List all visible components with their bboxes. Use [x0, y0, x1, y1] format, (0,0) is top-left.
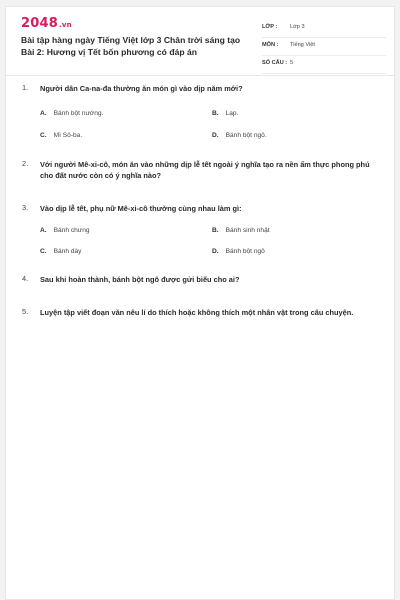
option-b[interactable] — [212, 227, 270, 234]
option-text: Bánh bột ngô — [225, 248, 265, 255]
option-letter: B. — [212, 110, 219, 117]
site-logo[interactable] — [21, 16, 72, 31]
option-c[interactable] — [40, 248, 81, 255]
option-text: Mì Sô-ba. — [53, 132, 83, 139]
option-text: Bánh bột nướng. — [53, 110, 104, 117]
option-letter: D. — [212, 248, 219, 255]
document-header — [6, 7, 394, 76]
meta-value: Tiếng Việt — [290, 42, 315, 48]
question-text: Vào dịp lễ tết, phụ nữ Mê-xi-cô thường cùng nhau làm gì: — [40, 204, 242, 213]
option-text: Bánh chưng — [53, 227, 90, 234]
logo-number: 2048 — [21, 16, 58, 31]
option-d[interactable] — [212, 248, 265, 255]
question-text: Luyện tập viết đoạn văn nêu lí do thích hoặc không thích một nhân vật trong câu chuyện. — [40, 308, 354, 317]
meta-label: SỐ CÂU : — [262, 60, 288, 66]
option-a[interactable] — [40, 110, 103, 117]
option-text: Bánh sinh nhật — [225, 227, 270, 234]
meta-value: Lớp 3 — [290, 24, 305, 30]
option-letter: C. — [40, 132, 47, 139]
question-number: 1. — [22, 83, 29, 92]
meta-row-subject — [262, 38, 386, 56]
option-a[interactable] — [40, 227, 90, 234]
option-letter: B. — [212, 227, 219, 234]
meta-row-class — [262, 20, 386, 38]
meta-label: MÔN : — [262, 42, 279, 48]
question-number: 3. — [22, 203, 29, 212]
logo-domain: .vn — [58, 21, 72, 29]
meta-row-question-count — [262, 56, 386, 74]
document-meta — [262, 20, 386, 74]
option-c[interactable] — [40, 132, 82, 139]
option-letter: C. — [40, 248, 47, 255]
question-number: 2. — [22, 159, 29, 168]
option-text: Bánh bột ngô. — [225, 132, 267, 139]
question-text: Với người Mê-xi-cô, món ăn vào những dịp lễ tết ngoài ý nghĩa tạo ra nền ẩm thực phong phú cho đất nước còn có ý nghĩa nào? — [40, 160, 370, 180]
question-number: 5. — [22, 307, 29, 316]
option-letter: D. — [212, 132, 219, 139]
document-title: Bài tập hàng ngày Tiếng Việt lớp 3 Chân trời sáng tạo Bài 2: Hương vị Tết bốn phương có đáp án — [21, 35, 241, 57]
option-letter: A. — [40, 110, 47, 117]
question-number: 4. — [22, 274, 29, 283]
meta-value: 5 — [290, 60, 294, 66]
option-text: Lạp. — [225, 110, 239, 117]
question-text: Sau khi hoàn thành, bánh bột ngô được gửi biếu cho ai? — [40, 275, 240, 284]
option-b[interactable] — [212, 110, 238, 117]
option-text: Bánh dày — [53, 248, 82, 255]
option-letter: A. — [40, 227, 47, 234]
question-text: Người dân Ca-na-đa thường ăn món gì vào dịp năm mới? — [40, 84, 243, 93]
meta-label: LỚP : — [262, 24, 278, 30]
worksheet-page — [5, 6, 395, 600]
option-d[interactable] — [212, 132, 267, 139]
